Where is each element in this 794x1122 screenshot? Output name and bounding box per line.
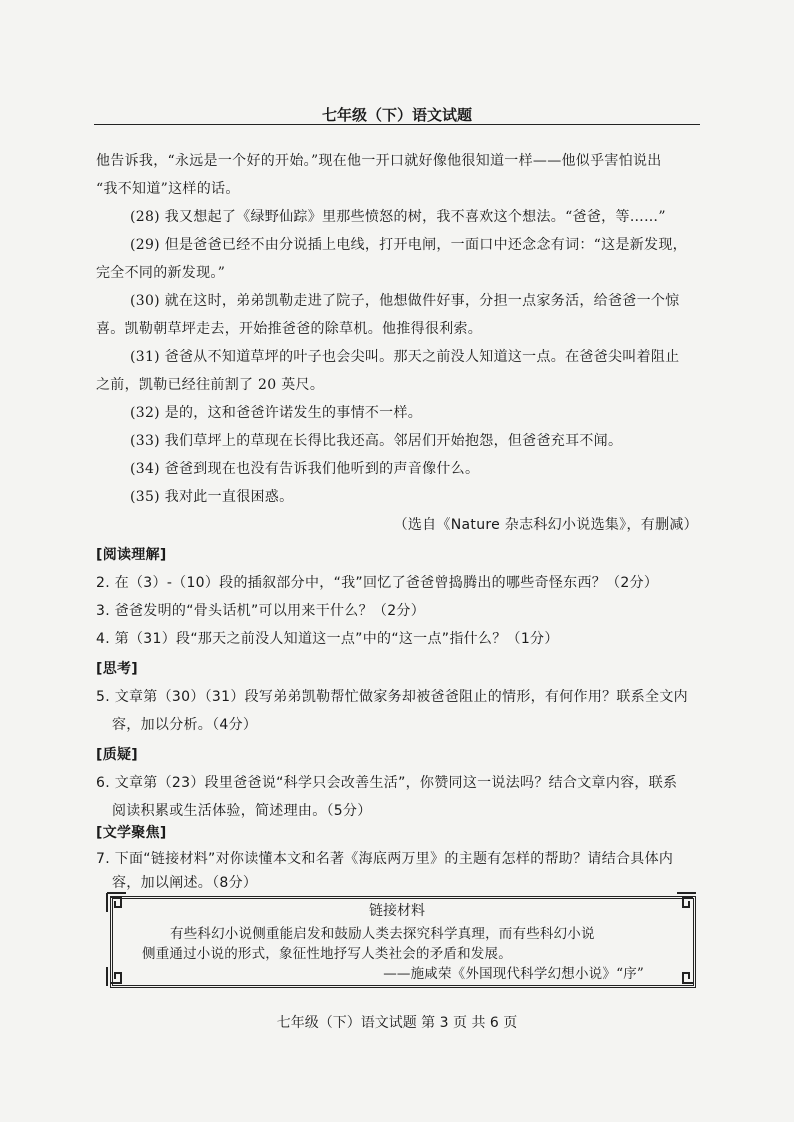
question-7-cont: 容，加以阐述。（8分） [112,875,258,891]
material-line-1: 有些科幻小说侧重能启发和鼓励人类去探究科学真理，而有些科幻小说 [170,926,595,942]
question-3: 3. 爸爸发明的“骨头话机”可以用来干什么？（2分） [96,603,426,619]
paragraph-line: 完全不同的新发现。” [96,265,226,281]
question-6-cont: 阅读积累或生活体验，简述理由。（5分） [112,803,372,819]
question-5: 5. 文章第（30）（31）段写弟弟凯勒帮忙做家务却被爸爸阻止的情形，有何作用？联系全文内 [96,689,688,705]
paragraph-28: (28) 我又想起了《绿野仙踪》里那些愤怒的树，我不喜欢这个想法。“爸爸，等……” [130,209,666,225]
header-divider [94,124,700,125]
paragraph-line: “我不知道”这样的话。 [96,181,240,197]
question-5-cont: 容，加以分析。（4分） [112,717,258,733]
paragraph-32: (32) 是的，这和爸爸许诺发生的事情不一样。 [130,405,423,421]
material-attribution: ——施咸荣《外国现代科学幻想小说》“序” [383,966,644,982]
material-title: 链接材料 [369,903,425,919]
paragraph-34: (34) 爸爸到现在也没有告诉我们他听到的声音像什么。 [130,461,480,477]
paragraph-29: (29) 但是爸爸已经不由分说插上电线，打开电闸，一面口中还念念有词：“这是新发现， [130,237,687,253]
section-reading: [阅读理解] [96,547,167,563]
question-7: 7. 下面“链接材料”对你读懂本文和名著《海底两万里》的主题有怎样的帮助？请结合具体内 [96,851,674,867]
paragraph-35: (35) 我对此一直很困惑。 [130,489,294,505]
section-questioning: [质疑] [96,747,138,763]
page-footer: 七年级（下）语文试题 第 3 页 共 6 页 [276,1015,518,1031]
section-thinking: [思考] [96,661,138,677]
question-2: 2. 在（3）-（10）段的插叙部分中，“我”回忆了爸爸曾捣腾出的哪些奇怪东西？（2分） [96,575,659,591]
paragraph-31: (31) 爸爸从不知道草坪的叶子也会尖叫。那天之前没人知道这一点。在爸爸尖叫着阻止 [130,349,680,365]
material-line-2: 侧重通过小说的形式，象征性地抒写人类社会的矛盾和发展。 [142,946,512,962]
page-header-title: 七年级（下）语文试题 [321,106,472,124]
paragraph-line: 他告诉我，“永远是一个好的开始。”现在他一开口就好像他很知道一样——他似乎害怕说出 [96,153,662,169]
paragraph-33: (33) 我们草坪上的草现在长得比我还高。邻居们开始抱怨，但爸爸充耳不闻。 [130,433,623,449]
question-6: 6. 文章第（23）段里爸爸说“科学只会改善生活”，你赞同这一说法吗？结合文章内容，联系 [96,775,678,791]
question-4: 4. 第（31）段“那天之前没人知道这一点”中的“这一点”指什么？（1分） [96,631,559,647]
section-literary-focus: [文学聚焦] [96,825,167,841]
paragraph-line: 之前，凯勒已经往前割了 20 英尺。 [96,377,325,393]
paragraph-30: (30) 就在这时，弟弟凯勒走进了院子，他想做件好事，分担一点家务活，给爸爸一个惊 [130,293,680,309]
corner-ornament-icon [106,966,126,986]
source-citation: （选自《Nature 杂志科幻小说选集》，有删减） [393,517,698,533]
paragraph-line: 喜。凯勒朝草坪走去，开始推爸爸的除草机。他推得很利索。 [96,321,483,337]
corner-ornament-icon [676,966,696,986]
